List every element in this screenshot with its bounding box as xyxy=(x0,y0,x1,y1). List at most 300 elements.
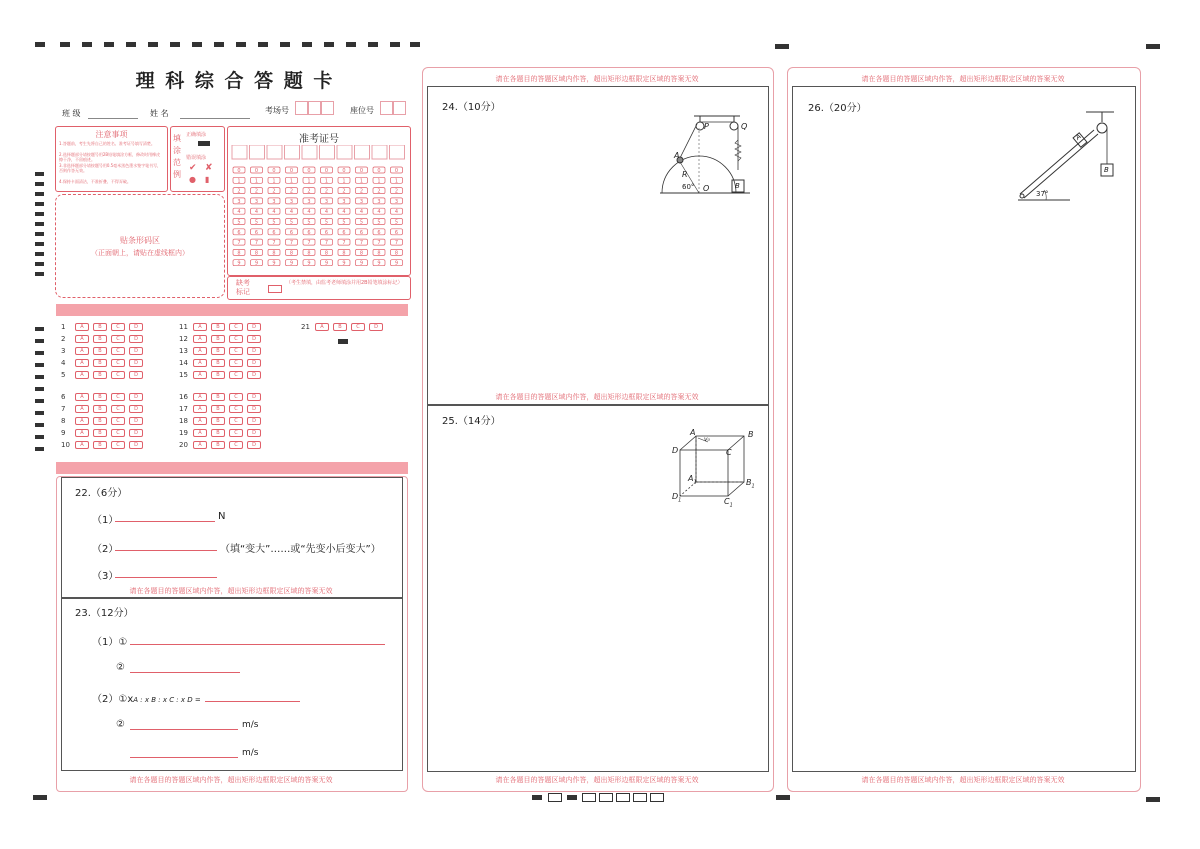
choice-bubble-b[interactable]: B xyxy=(93,417,107,425)
right-top-warning: 请在各题目的答题区域内作答，超出矩形边框限定区域的答案无效 xyxy=(861,75,1065,83)
q22-part2-answer[interactable] xyxy=(115,550,217,551)
choice-bubble-c[interactable]: C xyxy=(229,441,243,449)
choice-bubble-a[interactable]: A xyxy=(75,347,89,355)
correct-fill-mark xyxy=(198,141,210,146)
admission-digit-label: 5 xyxy=(289,219,294,226)
q26-figure xyxy=(1010,108,1125,204)
choice-bubble-a[interactable]: A xyxy=(193,429,207,437)
right-bottom-warning: 请在各题目的答题区域内作答，超出矩形边框限定区域的答案无效 xyxy=(861,776,1065,784)
question-number: 15 xyxy=(179,371,188,379)
q22-part3-label: （3） xyxy=(92,571,119,582)
choice-question-row xyxy=(61,428,147,438)
wrong-fill-label: 错误填涂 xyxy=(186,155,207,161)
q24-label-R: R xyxy=(682,170,688,179)
admission-digit-label: 5 xyxy=(254,219,259,226)
admission-digit-label: 0 xyxy=(237,168,241,174)
admission-digit-label: 3 xyxy=(307,198,311,205)
choice-bubble-b[interactable]: B xyxy=(211,371,225,379)
admission-digit-label: 1 xyxy=(272,178,276,185)
choice-bubble-b[interactable]: B xyxy=(211,347,225,355)
admission-digit-box[interactable] xyxy=(390,145,405,159)
admission-digit-label: 8 xyxy=(289,250,294,257)
name-label: 姓 名 xyxy=(150,109,169,118)
choice-bubble-b[interactable]: B xyxy=(93,393,107,401)
choice-bubble-a[interactable]: A xyxy=(315,323,329,331)
admission-digit-label: 6 xyxy=(394,229,399,236)
choice-question-row xyxy=(179,428,265,438)
choice-bubble-c[interactable]: C xyxy=(111,371,125,379)
wrong-fill-dot-icon: ● xyxy=(189,175,196,184)
q25-label-A: A xyxy=(690,428,696,437)
choice-question-row xyxy=(61,392,147,402)
admission-digit-label: 4 xyxy=(394,209,399,216)
admission-digit-label: 2 xyxy=(307,188,311,195)
q22-part2-hint: （填“变大”……或“先变小后变大”） xyxy=(220,544,381,555)
middle-bottom-warning: 请在各题目的答题区域内作答，超出矩形边框限定区域的答案无效 xyxy=(495,776,699,784)
admission-digit-label: 7 xyxy=(359,240,364,247)
admission-digit-label: 1 xyxy=(237,178,241,185)
choice-question-row xyxy=(179,334,265,344)
barcode-subtext: （正面朝上，请贴在虚线框内） xyxy=(91,249,189,257)
admission-digit-label: 4 xyxy=(342,209,346,216)
notice-item-4: 4.保持卡面清洁，不准折叠、不得弄破。 xyxy=(59,179,131,184)
admission-digit-label: 3 xyxy=(237,198,241,205)
choice-bubble-b[interactable]: B xyxy=(211,441,225,449)
q26-label-angle: 37° xyxy=(1036,190,1049,198)
question-number: 6 xyxy=(61,393,66,401)
admission-digit-label: 6 xyxy=(254,229,259,236)
choice-bubble-c[interactable]: C xyxy=(111,441,125,449)
choice-bubble-a[interactable]: A xyxy=(75,359,89,367)
q25-title: 25.（14分） xyxy=(442,416,501,427)
choice-bubble-a[interactable]: A xyxy=(75,323,89,331)
q25-label-C1: $C_1$ xyxy=(724,497,733,509)
admission-digit-label: 4 xyxy=(289,209,294,216)
exam-room-box-1[interactable] xyxy=(295,101,308,115)
notice-item-3: 3.非选择题部分请按题号用0.5毫米黑色墨水签字笔书写，否则作答无效。 xyxy=(59,163,162,173)
admission-digit-label: 5 xyxy=(237,219,241,226)
admission-digit-label: 3 xyxy=(377,198,381,205)
admission-digit-label: 8 xyxy=(272,250,276,257)
admission-digit-box[interactable] xyxy=(250,145,265,159)
admission-digit-label: 7 xyxy=(342,240,346,247)
seat-box-2[interactable] xyxy=(393,101,406,115)
q23-answer-box xyxy=(61,597,403,771)
choice-bubble-c[interactable]: C xyxy=(111,405,125,413)
q24-label-A: A xyxy=(674,151,680,160)
choice-question-row xyxy=(61,358,147,368)
admission-digit-label: 9 xyxy=(377,260,381,267)
question-number: 17 xyxy=(179,405,188,413)
choice-bubble-d[interactable]: D xyxy=(129,393,143,401)
choice-bubble-d[interactable]: D xyxy=(129,405,143,413)
admission-digit-label: 7 xyxy=(289,240,294,247)
question-number: 8 xyxy=(61,417,66,425)
choice-bubble-d[interactable]: D xyxy=(247,417,261,425)
admission-digit-label: 1 xyxy=(254,178,259,185)
page-title: 理 科 综 合 答 题 卡 xyxy=(135,70,335,92)
choice-bubble-c[interactable]: C xyxy=(229,371,243,379)
admission-digit-label: 9 xyxy=(342,260,346,267)
admission-digit-label: 2 xyxy=(272,188,276,195)
admission-digit-box[interactable] xyxy=(372,145,387,159)
wrong-fill-check-icon: ✔ xyxy=(189,163,197,173)
admission-digit-label: 0 xyxy=(272,168,276,174)
choice-bubble-b[interactable]: B xyxy=(333,323,347,331)
admission-grid[interactable] xyxy=(230,145,408,273)
choice-bubble-d[interactable]: D xyxy=(129,323,143,331)
q23-part2-answer2[interactable] xyxy=(130,729,238,730)
admission-digit-label: 0 xyxy=(359,168,364,174)
admission-digit-label: 8 xyxy=(324,250,329,257)
admission-title: 准考证号 xyxy=(299,134,339,145)
choice-bubble-c[interactable]: C xyxy=(229,429,243,437)
admission-digit-label: 2 xyxy=(324,188,329,195)
admission-digit-label: 0 xyxy=(394,168,399,174)
question-number: 11 xyxy=(179,323,188,331)
choice-bubble-c[interactable]: C xyxy=(229,405,243,413)
question-number: 19 xyxy=(179,429,188,437)
q21-filled-mark xyxy=(338,339,348,344)
choice-bubble-d[interactable]: D xyxy=(247,371,261,379)
choice-question-row xyxy=(61,370,147,380)
notice-box xyxy=(55,126,168,192)
q26-label-B: B xyxy=(1104,166,1109,174)
question-number: 3 xyxy=(61,347,66,355)
choice-bubble-b[interactable]: B xyxy=(93,347,107,355)
choice-bubble-c[interactable]: C xyxy=(229,359,243,367)
admission-digit-label: 2 xyxy=(237,188,241,195)
choice-question-row xyxy=(179,416,265,426)
admission-digit-label: 6 xyxy=(342,229,346,236)
q25-label-D1: $D_1$ xyxy=(672,492,682,504)
q24-warning: 请在各题目的答题区域内作答，超出矩形边框限定区域的答案无效 xyxy=(495,393,699,401)
admission-digit-label: 9 xyxy=(272,260,276,267)
choice-bubble-d[interactable]: D xyxy=(129,441,143,449)
admission-digit-label: 5 xyxy=(394,219,399,226)
q26-title: 26.（20分） xyxy=(808,103,867,114)
choice-bubble-a[interactable]: A xyxy=(193,371,207,379)
choice-bubble-d[interactable]: D xyxy=(129,335,143,343)
choice-bubble-a[interactable]: A xyxy=(193,335,207,343)
choice-question-row xyxy=(179,358,265,368)
admission-digit-label: 8 xyxy=(394,250,399,257)
choice-bubble-a[interactable]: A xyxy=(75,417,89,425)
choice-bubble-c[interactable]: C xyxy=(111,359,125,367)
admission-digit-label: 2 xyxy=(394,188,399,195)
question-number: 21 xyxy=(301,323,310,331)
absent-bubble[interactable] xyxy=(268,285,282,293)
admission-digit-label: 3 xyxy=(254,198,259,205)
q24-label-P: P xyxy=(704,122,709,131)
admission-digit-label: 0 xyxy=(254,168,259,174)
q25-label-A1: $A_1$ xyxy=(688,474,697,486)
section-bar-choices xyxy=(56,304,408,316)
admission-digit-label: 8 xyxy=(359,250,364,257)
question-number: 13 xyxy=(179,347,188,355)
choice-bubble-a[interactable]: A xyxy=(193,359,207,367)
choices-area xyxy=(56,318,408,456)
q23-title: 23.（12分） xyxy=(75,608,134,619)
exam-room-box-2[interactable] xyxy=(308,101,321,115)
choice-bubble-b[interactable]: B xyxy=(211,405,225,413)
question-number: 18 xyxy=(179,417,188,425)
admission-digit-label: 9 xyxy=(237,260,241,267)
choice-bubble-c[interactable]: C xyxy=(111,393,125,401)
exam-room-box-3[interactable] xyxy=(321,101,334,115)
admission-digit-label: 0 xyxy=(377,168,381,174)
choice-bubble-d[interactable]: D xyxy=(247,359,261,367)
admission-digit-label: 1 xyxy=(324,178,329,185)
admission-digit-label: 9 xyxy=(289,260,294,267)
choice-bubble-a[interactable]: A xyxy=(193,417,207,425)
question-number: 1 xyxy=(61,323,66,331)
admission-digit-box[interactable] xyxy=(337,145,352,159)
choice-question-row xyxy=(61,334,147,344)
choice-bubble-b[interactable]: B xyxy=(211,335,225,343)
admission-digit-label: 6 xyxy=(237,229,241,236)
choice-bubble-b[interactable]: B xyxy=(211,359,225,367)
admission-digit-label: 1 xyxy=(377,178,381,185)
section-bar-nonchoice xyxy=(56,462,408,474)
admission-digit-label: 1 xyxy=(359,178,364,185)
absent-label: 缺考标记 xyxy=(236,279,250,296)
choice-bubble-b[interactable]: B xyxy=(93,441,107,449)
choice-bubble-a[interactable]: A xyxy=(75,335,89,343)
q22-part1-answer[interactable] xyxy=(115,521,215,522)
choice-bubble-a[interactable]: A xyxy=(75,405,89,413)
admission-digit-label: 3 xyxy=(272,198,276,205)
choice-bubble-a[interactable]: A xyxy=(193,441,207,449)
choice-bubble-b[interactable]: B xyxy=(93,429,107,437)
absent-note: （考生禁填，由监考老师填涂并用2B铅笔填涂标记） xyxy=(286,280,403,286)
q23-part2-expr: A : x B : x C : x D = xyxy=(133,696,201,704)
choice-question-row xyxy=(61,322,147,332)
choice-bubble-c[interactable]: C xyxy=(229,417,243,425)
class-label: 班 级 xyxy=(62,109,81,118)
admission-digit-box[interactable] xyxy=(302,145,317,159)
choice-bubble-b[interactable]: B xyxy=(93,359,107,367)
choice-bubble-d[interactable]: D xyxy=(129,417,143,425)
q22-part1-unit: N xyxy=(218,511,226,522)
notice-item-2: 2.选择题部分请按题号用2B铅笔填涂方框，修改时用橡皮擦干净，不留痕迹。 xyxy=(59,152,161,162)
admission-digit-label: 8 xyxy=(377,250,381,257)
choice-bubble-b[interactable]: B xyxy=(211,429,225,437)
q23-part1-answer1[interactable] xyxy=(130,644,385,645)
question-number: 9 xyxy=(61,429,66,437)
seat-box-1[interactable] xyxy=(380,101,393,115)
admission-digit-label: 3 xyxy=(359,198,364,205)
choice-bubble-a[interactable]: A xyxy=(75,429,89,437)
admission-digit-label: 4 xyxy=(307,209,311,216)
choice-question-row xyxy=(179,370,265,380)
admission-digit-label: 9 xyxy=(307,260,311,267)
admission-digit-label: 0 xyxy=(307,168,311,174)
choice-question-row xyxy=(61,346,147,356)
admission-digit-box[interactable] xyxy=(267,145,282,159)
choice-bubble-d[interactable]: D xyxy=(129,429,143,437)
q24-title: 24.（10分） xyxy=(442,102,501,113)
q25-label-B1: $B_1$ xyxy=(746,478,755,490)
choice-bubble-c[interactable]: C xyxy=(111,323,125,331)
choice-bubble-c[interactable]: C xyxy=(229,323,243,331)
q22-warning: 请在各题目的答题区域内作答，超出矩形边框限定区域的答案无效 xyxy=(129,587,333,595)
admission-digit-label: 2 xyxy=(359,188,364,195)
choice-question-row xyxy=(61,404,147,414)
choice-bubble-b[interactable]: B xyxy=(211,323,225,331)
admission-digit-label: 7 xyxy=(254,240,259,247)
question-number: 10 xyxy=(61,441,70,449)
choice-question-row xyxy=(301,322,387,332)
choice-question-row xyxy=(179,346,265,356)
admission-digit-label: 1 xyxy=(394,178,399,185)
admission-digit-label: 4 xyxy=(237,209,241,216)
choice-bubble-b[interactable]: B xyxy=(211,393,225,401)
admission-digit-label: 4 xyxy=(324,209,329,216)
middle-top-warning: 请在各题目的答题区域内作答，超出矩形边框限定区域的答案无效 xyxy=(495,75,699,83)
choice-bubble-d[interactable]: D xyxy=(247,441,261,449)
choice-question-row xyxy=(179,392,265,402)
choice-bubble-c[interactable]: C xyxy=(111,335,125,343)
admission-digit-label: 0 xyxy=(342,168,346,174)
admission-digit-label: 8 xyxy=(307,250,311,257)
question-number: 4 xyxy=(61,359,66,367)
choice-bubble-a[interactable]: A xyxy=(75,371,89,379)
admission-digit-label: 1 xyxy=(289,178,294,185)
choice-bubble-d[interactable]: D xyxy=(247,335,261,343)
choice-bubble-c[interactable]: C xyxy=(111,429,125,437)
barcode-area xyxy=(55,194,225,298)
q22-part2-label: （2） xyxy=(92,544,119,555)
choice-bubble-d[interactable]: D xyxy=(369,323,383,331)
choice-bubble-a[interactable]: A xyxy=(75,441,89,449)
admission-digit-label: 6 xyxy=(272,229,276,236)
choice-bubble-b[interactable]: B xyxy=(211,417,225,425)
choice-bubble-d[interactable]: D xyxy=(247,323,261,331)
q22-title: 22.（6分） xyxy=(75,488,128,499)
admission-digit-label: 8 xyxy=(254,250,259,257)
q23-unit1: m/s xyxy=(242,720,259,730)
admission-number-box xyxy=(227,126,411,276)
choice-bubble-b[interactable]: B xyxy=(93,405,107,413)
q24-label-B: B xyxy=(735,182,740,190)
admission-digit-label: 6 xyxy=(359,229,364,236)
barcode-text: 贴条形码区 xyxy=(120,236,160,245)
admission-digit-label: 5 xyxy=(272,219,276,226)
admission-digit-label: 2 xyxy=(342,188,346,195)
choice-bubble-b[interactable]: B xyxy=(93,323,107,331)
q24-label-O: O xyxy=(703,184,710,193)
name-field[interactable] xyxy=(180,118,250,119)
choice-bubble-b[interactable]: B xyxy=(93,371,107,379)
admission-digit-label: 4 xyxy=(359,209,364,216)
choice-bubble-c[interactable]: C xyxy=(111,347,125,355)
choice-bubble-d[interactable]: D xyxy=(247,393,261,401)
admission-digit-label: 7 xyxy=(237,240,241,247)
admission-digit-label: 9 xyxy=(394,260,399,267)
fill-example-label: 填涂范例 xyxy=(173,134,181,179)
question-number: 14 xyxy=(179,359,188,367)
admission-digit-label: 7 xyxy=(394,240,399,247)
fill-example-box xyxy=(170,126,225,192)
q22-part3-answer[interactable] xyxy=(115,577,217,578)
choice-bubble-b[interactable]: B xyxy=(93,335,107,343)
question-number: 16 xyxy=(179,393,188,401)
admission-digit-label: 7 xyxy=(307,240,311,247)
choice-question-row xyxy=(179,322,265,332)
question-number: 2 xyxy=(61,335,66,343)
absent-mark-box xyxy=(227,276,411,300)
choice-question-row xyxy=(61,440,147,450)
notice-item-1: 1.答题前，考生先将自己的姓名、准考证号填写清楚。 xyxy=(59,141,155,146)
admission-digit-label: 5 xyxy=(377,219,381,226)
admission-digit-label: 7 xyxy=(377,240,381,247)
q23-part2-answer1[interactable] xyxy=(205,701,300,702)
admission-digit-box[interactable] xyxy=(320,145,335,159)
admission-digit-label: 8 xyxy=(342,250,346,257)
choice-question-row xyxy=(179,404,265,414)
choice-bubble-d[interactable]: D xyxy=(129,371,143,379)
q24-label-Q: Q xyxy=(741,122,748,131)
q23-part2-label xyxy=(92,690,201,705)
admission-digit-label: 7 xyxy=(272,240,276,247)
choice-bubble-a[interactable]: A xyxy=(193,393,207,401)
choice-question-row xyxy=(179,440,265,450)
choice-bubble-a[interactable]: A xyxy=(193,347,207,355)
admission-digit-label: 4 xyxy=(377,209,381,216)
choice-bubble-d[interactable]: D xyxy=(247,405,261,413)
choice-bubble-c[interactable]: C xyxy=(351,323,365,331)
choice-bubble-c[interactable]: C xyxy=(229,335,243,343)
admission-digit-box[interactable] xyxy=(355,145,370,159)
choice-bubble-d[interactable]: D xyxy=(129,347,143,355)
admission-digit-box[interactable] xyxy=(232,145,247,159)
q23-part2-label2: ② xyxy=(116,719,125,730)
question-number: 7 xyxy=(61,405,66,413)
admission-digit-label: 5 xyxy=(307,219,311,226)
q23-part1-answer2[interactable] xyxy=(130,672,240,673)
admission-digit-label: 6 xyxy=(377,229,381,236)
class-field[interactable] xyxy=(88,118,138,119)
choice-bubble-d[interactable]: D xyxy=(247,347,261,355)
admission-digit-label: 1 xyxy=(342,178,346,185)
question-number: 20 xyxy=(179,441,188,449)
choice-bubble-a[interactable]: A xyxy=(193,405,207,413)
admission-digit-label: 3 xyxy=(342,198,346,205)
choice-bubble-c[interactable]: C xyxy=(111,417,125,425)
q24-label-angle: 60° xyxy=(682,183,695,191)
q26-label-A: A xyxy=(1073,132,1083,142)
admission-digit-label: 2 xyxy=(289,188,294,195)
choice-bubble-c[interactable]: C xyxy=(229,347,243,355)
admission-digit-label: 5 xyxy=(359,219,364,226)
admission-digit-label: 4 xyxy=(254,209,259,216)
admission-digit-label: 0 xyxy=(289,168,294,174)
choice-bubble-d[interactable]: D xyxy=(247,429,261,437)
admission-digit-label: 5 xyxy=(324,219,329,226)
seat-label: 座位号 xyxy=(350,106,374,115)
choice-bubble-a[interactable]: A xyxy=(193,323,207,331)
admission-digit-label: 6 xyxy=(289,229,294,236)
q23-part1-label: （1）① xyxy=(92,637,128,648)
admission-digit-box[interactable] xyxy=(285,145,300,159)
q23-part2-answer3[interactable] xyxy=(130,757,238,758)
choice-bubble-a[interactable]: A xyxy=(75,393,89,401)
choice-bubble-c[interactable]: C xyxy=(229,393,243,401)
admission-digit-label: 1 xyxy=(307,178,311,185)
correct-fill-label: 正确填涂 xyxy=(186,132,207,138)
choice-bubble-d[interactable]: D xyxy=(129,359,143,367)
